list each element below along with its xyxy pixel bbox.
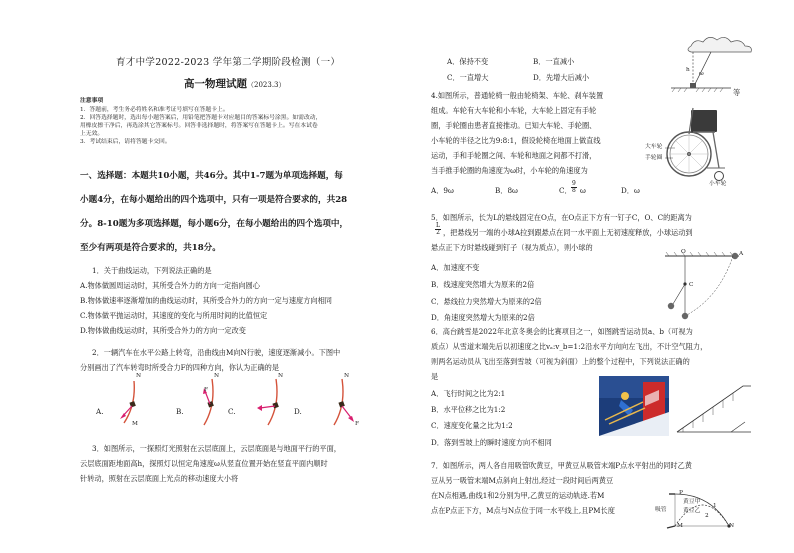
q5-label-a: A	[739, 251, 744, 257]
question-6-line: 是	[431, 372, 439, 381]
notes-line: 1．答题前，考生务必将姓名和准考证号填写在答题卡上。	[80, 107, 229, 113]
question-4-option-c: C．	[559, 186, 572, 195]
paper-title-line	[184, 80, 286, 90]
q2-option-c-label: C.	[228, 407, 236, 416]
question-5-option-b: B．线速度突然增大为原来的2倍	[431, 280, 535, 289]
question-3-option-d: D．先增大后减小	[533, 73, 590, 82]
question-6-option-a: A．飞行时间之比为2:1	[431, 389, 506, 398]
section-heading-line: 一、选择题：本题共10小题，共46分。其中1-7题为单项选择题，每	[80, 171, 343, 181]
section-heading-line: 小题4分，在每小题给出的四个选项中，只有一项是符合要求的，共28	[80, 195, 348, 205]
q7-label-jia: 黄豆甲	[683, 499, 701, 505]
question-3-line: 云层底面距地面高h，探照灯以恒定角速度ω从竖直位置开始在竖直平面内顺时	[80, 459, 328, 468]
notes-line: 上无效。	[80, 131, 104, 137]
date-tag: （2023.3）	[247, 81, 286, 89]
question-3-line: 针转动，照射在云层底面上光点的移动速度大小将	[80, 474, 239, 483]
notes-line: 3．考试结束后，请将答题卡交回。	[80, 139, 171, 145]
section-heading-line: 至少有两项是符合要求的，共18分。	[80, 243, 221, 253]
q4-label-big-wheel: 大车轮	[645, 144, 663, 150]
question-7-line: 豆从另一吸管末端M点斜向上射出,经过一段时间后两黄豆	[431, 476, 614, 485]
question-5-option-d: D．角速度突然增大为原来的2倍	[431, 313, 535, 322]
question-3-option-a: A．保持不变	[447, 57, 489, 66]
q7-label-m: M	[677, 523, 683, 529]
question-6-line: 质点）从雪道末端先后以初速度之比vₐ:v_b=1:2沿水平方向向左飞出，不计空气阻力，	[431, 342, 708, 351]
question-3-line: 3．如图所示，一探照灯光照射在云层底面上，云层底面是与地面平行的平面，	[92, 444, 341, 453]
question-2-line: 分别画出了汽车转弯时所受合力F的四种方向，你认为正确的是	[80, 363, 280, 372]
question-4-line: 组成。车轮有大车轮和小车轮，大车轮上固定有手轮	[431, 106, 597, 115]
question-5-line: 悬点正下方时悬线碰到钉子（视为质点），则小球的	[431, 243, 593, 252]
q2-point-f: F	[204, 387, 209, 393]
question-5-line: 5．如图所示，长为L的悬线固定在O点，在O点正下方有一钉子C，O、C的距离为	[431, 213, 692, 222]
q7-label-n: N	[729, 523, 735, 529]
q4-label-small-wheel: 小车轮	[709, 181, 727, 187]
q5-label-c: C	[689, 282, 694, 288]
q7-label-straw: 吸管	[655, 507, 667, 513]
q3-label-h: h	[686, 67, 690, 73]
paper-title: 高一物理试题	[184, 78, 247, 90]
question-7-line: 点在P点正下方，M点与N点位于同一水平线上,且PM长度	[431, 506, 615, 515]
left-column	[72, 0, 402, 553]
question-5-fraction: L 2	[436, 222, 440, 236]
question-4-right-tag: 等	[733, 88, 741, 97]
q5-pendulum-figure	[629, 250, 747, 326]
right-column	[423, 0, 753, 553]
question-4-line: 小车轮的半径之比为9:8:1，假设轮椅在地面上做直线	[431, 136, 601, 145]
question-3-option-b: B．一直减小	[533, 57, 575, 66]
question-3-option-c: C．一直增大	[447, 73, 489, 82]
question-4-fraction-var: ω	[580, 186, 586, 195]
question-5-line: ，把悬线另一端的小球A拉到跟悬点在同一水平面上无初速度释放，小球运动到	[443, 228, 693, 237]
question-2-line: 2．一辆汽车在水平公路上转弯，沿曲线由M向N行驶，速度逐渐减小。下图中	[92, 348, 341, 357]
question-1-option-a: A.物体做圆周运动时，其所受合外力的方向一定指向圆心	[80, 281, 260, 290]
question-5-option-c: C．悬线拉力突然增大为原来的2倍	[431, 297, 542, 306]
q2-point-n: N	[136, 373, 142, 379]
question-7-line: 7．如图所示，两人各自用吸管吹黄豆，甲黄豆从吸管末端P点水平射出的同时乙黄	[431, 461, 692, 470]
q3-searchlight-figure	[661, 30, 761, 94]
question-4-option-a: A．9ω	[431, 186, 454, 195]
question-4-line: 4.如图所示，普通轮椅一般由轮椅架、车轮、刹车装置	[431, 91, 604, 100]
q3-label-omega: ω	[699, 71, 704, 77]
question-4-line: 圈，手轮圈由患者直接推动。已知大车轮、手轮圈、	[431, 121, 597, 130]
q2-point-n: N	[214, 373, 220, 379]
q2-option-b-label: B.	[176, 407, 184, 416]
q7-label-yi: 黄豆乙	[683, 508, 701, 514]
question-1-option-d: D.物体做曲线运动时，其所受合外力的方向一定改变	[80, 326, 246, 335]
q4-label-hand-ring: 手轮圈	[645, 155, 663, 161]
q2-point-n: N	[344, 373, 350, 379]
q2-point-m: M	[132, 421, 138, 427]
q2-option-a-label: A.	[96, 407, 104, 416]
question-4-fraction: 9 8	[572, 180, 576, 194]
q6-ski-jump-photo	[599, 376, 669, 436]
question-4-option-b: B．8ω	[495, 186, 518, 195]
q2-option-d-label: D.	[294, 407, 302, 416]
q6-slope-figure	[673, 378, 753, 436]
question-1-option-b: B.物体做速率逐渐增加的曲线运动时，其所受合外力的方向一定与速度方向相同	[80, 296, 332, 305]
q2-point-f: F	[355, 421, 360, 427]
q2-diagrams	[72, 375, 402, 435]
question-5-option-a: A．加速度不变	[431, 263, 480, 272]
q2-point-n: N	[278, 373, 284, 379]
notes-line: 用橡皮擦干净后，再选涂其它答案标号。回答非选择题时，将答案写在答题卡上。写在本试卷	[80, 123, 318, 129]
q5-label-o: O	[681, 249, 686, 255]
question-6-option-b: B．水平位移之比为1:2	[431, 405, 506, 414]
section-heading-line: 分。8-10题为多项选择题，每小题6分，在每小题给出的四个选项中，	[80, 219, 349, 229]
question-6-option-d: D．落到雪坡上的瞬时速度方向不相同	[431, 438, 552, 447]
question-4-line: 当手推手轮圈的角速度为ω时，小车轮的角速度为	[431, 166, 588, 175]
question-6-option-c: C．速度变化量之比为1:2	[431, 421, 513, 430]
question-4-line: 运动，手和手轮圈之间、车轮和地面之间都不打滑，	[431, 151, 597, 160]
q4-wheelchair-figure	[655, 104, 735, 190]
question-1-option-c: C.物体做平抛运动时，其速度的变化与所用时间的比值恒定	[80, 311, 268, 320]
question-7-line: 在N点相遇,曲线1和2分别为甲,乙黄豆的运动轨迹.若M	[431, 491, 605, 500]
q7-label-p: P	[679, 490, 683, 496]
q7-label-1: 1	[713, 503, 717, 509]
question-1-stem: 1．关于曲线运动，下列说法正确的是	[92, 266, 212, 275]
question-6-line: 则两名运动员从飞出至落到雪坡（可视为斜面）上的整个过程中，下列说法正确的	[431, 357, 690, 366]
question-4-option-d: D．ω	[621, 186, 640, 195]
notes-line: 2．回答选择题时，选出每小题答案后，用铅笔把答题卡对应题目的答案标号涂黑。如需改动，	[80, 115, 322, 121]
q7-label-2: 2	[705, 513, 709, 519]
question-6-line: 6．高台跳雪是2022年北京冬奥会的比赛项目之一，如图跳雪运动员a、b（可视为	[431, 327, 693, 336]
notes-heading: 注意事项	[80, 98, 104, 104]
school-title: 育才中学2022-2023 学年第二学期阶段检测（一）	[116, 57, 341, 68]
